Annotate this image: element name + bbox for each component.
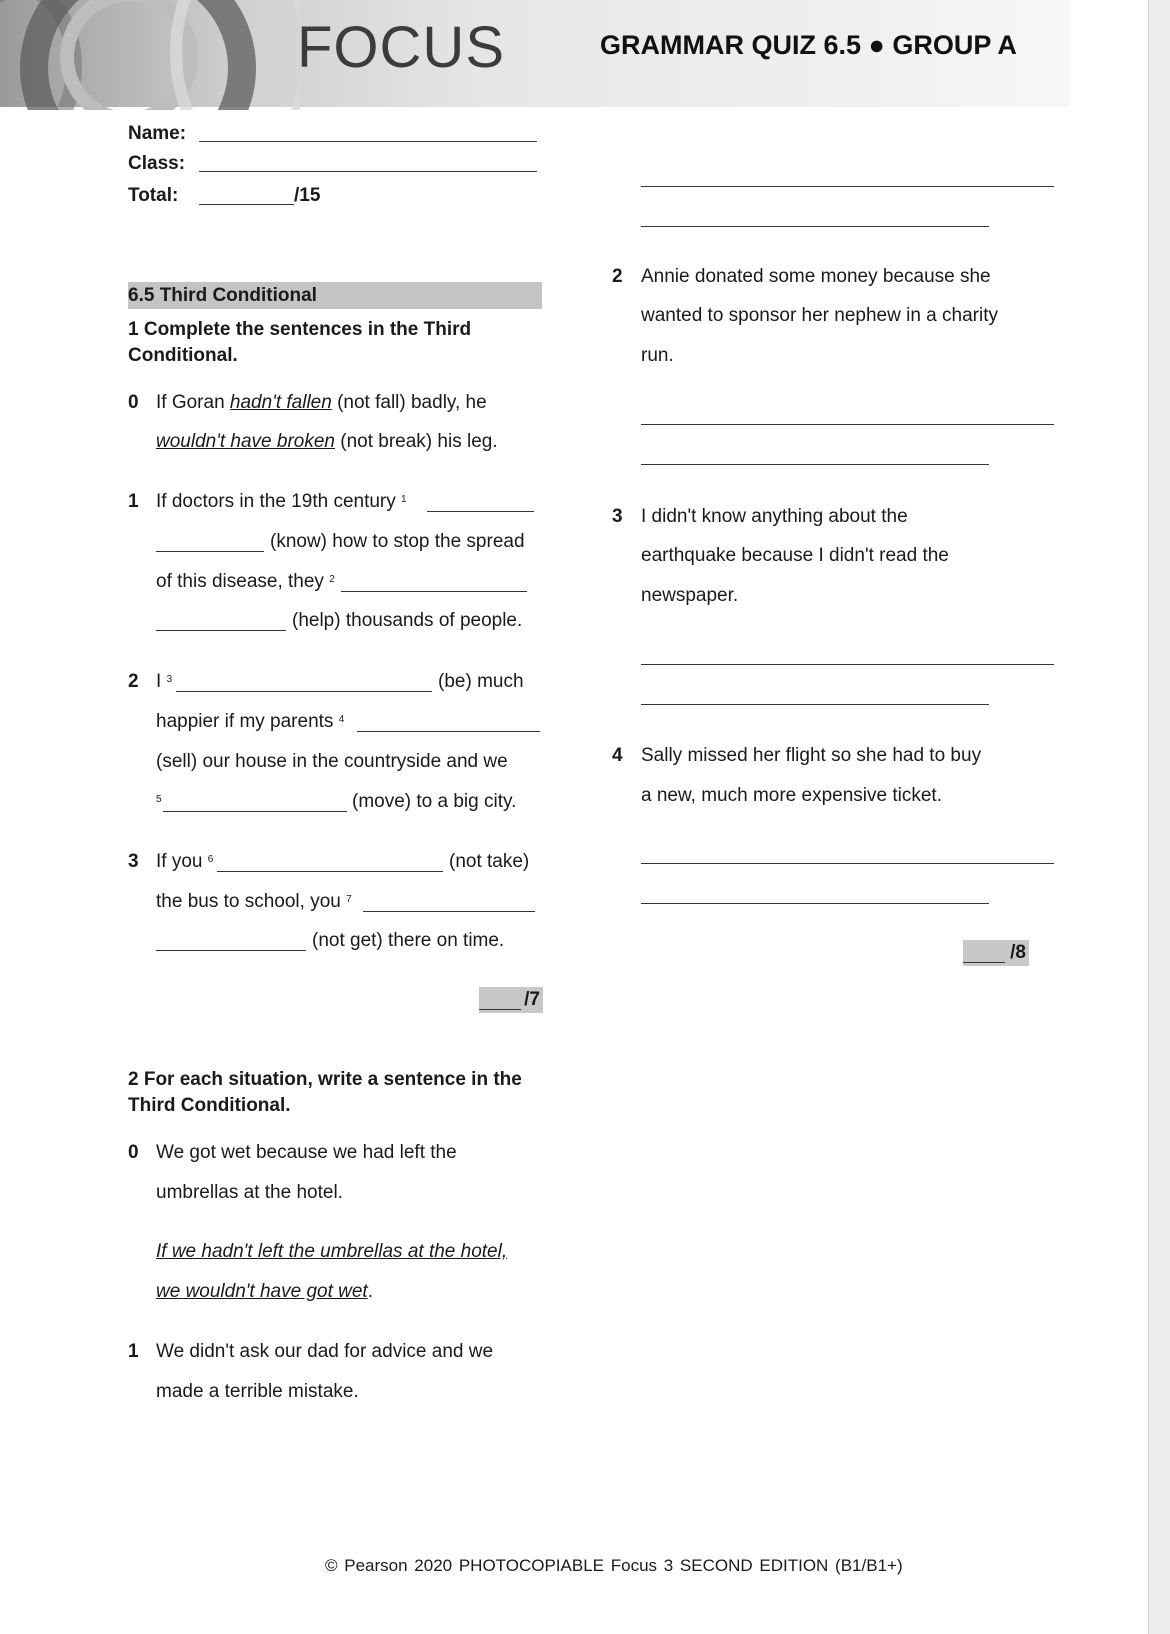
ex1-item0-line1: If Goran hadn't fallen (not fall) badly, he	[156, 392, 487, 413]
ex2-item0-number: 0	[128, 1142, 139, 1163]
ex1-item2-line1: I $^3$	[156, 671, 173, 692]
gap-1-field-cont[interactable]	[156, 551, 264, 552]
ex1-item1-line3: of this disease, they $^2$	[156, 571, 335, 592]
ex2-item2-number: 2	[612, 266, 623, 287]
ex2-score-box: /8	[963, 940, 1029, 966]
ex2-item3-answer-line1[interactable]	[641, 664, 1054, 665]
ex1-item0-line2: wouldn't have broken (not break) his leg.	[156, 431, 498, 452]
ex1-item2-line4: (move) to a big city.	[352, 791, 517, 812]
ex2-item2-line1: Annie donated some money because she	[641, 266, 991, 287]
gap-1-field[interactable]	[427, 511, 534, 512]
ex1-item2-gap5-marker: 5	[156, 794, 162, 805]
ex1-item0-answer2: wouldn't have broken	[156, 431, 335, 452]
ex1-item3-line1: If you $^6$	[156, 851, 214, 872]
ex2-item1-line2: made a terrible mistake.	[156, 1381, 359, 1402]
gap-3-field[interactable]	[176, 691, 432, 692]
class-field[interactable]	[199, 171, 537, 172]
brand-title: FOCUS	[297, 15, 505, 80]
footer-copyright: © Pearson 2020 PHOTOCOPIABLE Focus 3 SECOND EDITION (B1/B1+)	[325, 1556, 903, 1575]
ex1-item3-line1b: (not take)	[449, 851, 530, 872]
ex2-item3-line1: I didn't know anything about the	[641, 506, 908, 527]
ex1-item3-line2: the bus to school, you $^7$	[156, 891, 352, 912]
ex1-item1-line4: (help) thousands of people.	[292, 610, 523, 631]
ex2-item1-answer-line1[interactable]	[641, 186, 1054, 187]
focus-logo-graphic	[0, 0, 300, 110]
ex2-item2-line2: wanted to sponsor her nephew in a charity	[641, 305, 998, 326]
ex1-item3-line3: (not get) there on time.	[312, 930, 505, 951]
ex2-score-field[interactable]	[963, 962, 1005, 963]
ex2-item2-line3: run.	[641, 345, 674, 366]
ex2-item3-line3: newspaper.	[641, 585, 739, 606]
gap-4-field[interactable]	[357, 731, 540, 732]
gap-5-field[interactable]	[163, 811, 347, 812]
total-field[interactable]	[199, 204, 294, 205]
page-edge	[1148, 0, 1170, 1634]
ex1-score-box: /7	[479, 987, 543, 1013]
ex2-item0-line2: umbrellas at the hotel.	[156, 1182, 343, 1203]
ex2-instruction: 2 For each situation, write a sentence in the	[128, 1069, 522, 1090]
ex2-item4-line1: Sally missed her flight so she had to buy	[641, 745, 982, 766]
ex2-item4-answer-line2[interactable]	[641, 903, 989, 904]
ex1-item2-line1b: (be) much	[438, 671, 524, 692]
ex2-item0-answer1: If we hadn't left the umbrellas at the hotel,	[156, 1241, 508, 1262]
ex1-item2-line2: happier if my parents $^4$	[156, 711, 345, 732]
ex2-item0-answer2: we wouldn't have got wet.	[156, 1281, 373, 1302]
gap-6-field[interactable]	[217, 871, 443, 872]
ex1-item1-number: 1	[128, 491, 139, 512]
ex1-item3-number: 3	[128, 851, 139, 872]
ex2-item2-answer-line1[interactable]	[641, 424, 1054, 425]
ex2-item4-number: 4	[612, 745, 623, 766]
ex2-item4-answer-line1[interactable]	[641, 863, 1054, 864]
gap-2-field-cont[interactable]	[156, 630, 286, 631]
ex2-item2-answer-line2[interactable]	[641, 464, 989, 465]
ex1-item2-line3: (sell) our house in the countryside and we	[156, 751, 508, 772]
total-max: /15	[294, 185, 321, 206]
ex2-item1-number: 1	[128, 1341, 139, 1362]
ex1-item1-line2: (know) how to stop the spread	[270, 531, 525, 552]
ex2-item1-line1: We didn't ask our dad for advice and we	[156, 1341, 494, 1362]
total-label: Total:	[128, 185, 179, 206]
gap-7-field-cont[interactable]	[156, 950, 306, 951]
ex1-item1-line1: If doctors in the 19th century $^1$	[156, 491, 407, 512]
header-band	[0, 0, 1070, 107]
ex1-item0-number: 0	[128, 392, 139, 413]
gap-2-field[interactable]	[341, 591, 527, 592]
class-label: Class:	[128, 153, 186, 174]
name-field[interactable]	[199, 141, 537, 142]
ex2-instruction-cont: Third Conditional.	[128, 1095, 291, 1116]
ex1-item2-number: 2	[128, 671, 139, 692]
ex1-item0-answer1: hadn't fallen	[229, 392, 332, 413]
ex1-instruction: 1 Complete the sentences in the Third	[128, 319, 472, 340]
ex2-item3-answer-line2[interactable]	[641, 704, 989, 705]
ex1-score-field[interactable]	[479, 1009, 521, 1010]
ex2-item4-line2: a new, much more expensive ticket.	[641, 785, 942, 806]
ex2-item1-answer-line2[interactable]	[641, 226, 989, 227]
ex2-item0-line1: We got wet because we had left the	[156, 1142, 457, 1163]
quiz-title: GRAMMAR QUIZ 6.5 ● GROUP A	[600, 30, 1017, 60]
ex1-instruction-cont: Conditional.	[128, 345, 238, 366]
ex2-item3-number: 3	[612, 506, 623, 527]
name-label: Name:	[128, 123, 187, 144]
section-title: 6.5 Third Conditional	[128, 285, 317, 306]
ex2-item3-line2: earthquake because I didn't read the	[641, 545, 949, 566]
gap-7-field[interactable]	[363, 911, 535, 912]
